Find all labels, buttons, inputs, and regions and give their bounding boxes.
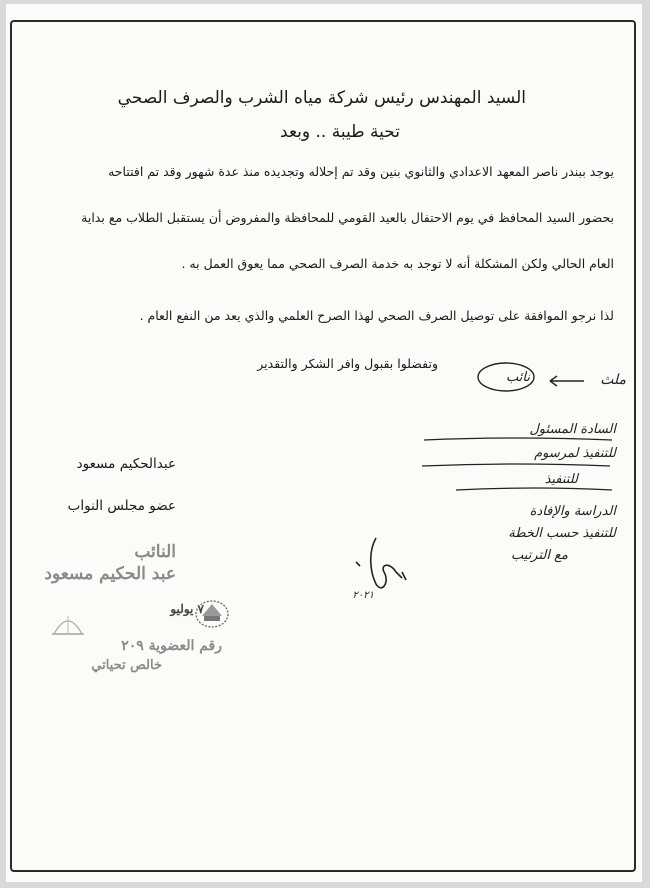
stamp-date: ٧ يوليو <box>170 602 204 616</box>
signer-name: عبدالحكيم مسعود <box>76 456 176 472</box>
stamp-regards: خالص تحياتي <box>91 658 162 673</box>
signer-title: عضو مجلس النواب <box>67 498 176 514</box>
handwritten-date: ٢٠٢١ <box>352 590 374 601</box>
paragraph-line-2: بحضور السيد المحافظ في يوم الاحتفال بالعيد القومي للمحافظة والمفروض أن يستقبل الطلاب مع بداية <box>81 210 614 225</box>
handwritten-line-6: مع الترتيب <box>511 548 568 563</box>
handwritten-underlines <box>416 436 616 494</box>
handwritten-line-1: السادة المسئول <box>529 422 616 437</box>
greeting: تحية طيبة .. وبعد <box>280 122 400 142</box>
parliament-emblem-icon <box>192 596 232 630</box>
request-line: لذا نرجو الموافقة على توصيل الصرف الصحي لهذا الصرح العلمي والذي يعد من النفع العام . <box>139 308 614 323</box>
handwritten-line-4: الدراسة والإفادة <box>529 504 616 519</box>
handwritten-circled-word: نائب <box>506 370 530 385</box>
arrow-icon <box>546 374 586 388</box>
dome-icon <box>50 608 86 638</box>
paragraph-line-1: يوجد ببندر ناصر المعهد الاعدادي والثانوي بنين وقد تم إحلاله وتجديده منذ عدة شهور وقد تم افتتاحه <box>108 164 614 179</box>
handwritten-line-2: للتنفيذ لمرسوم <box>534 446 616 461</box>
salutation: السيد المهندس رئيس شركة مياه الشرب والصرف الصحي <box>117 88 526 108</box>
stamp-title: النائب <box>134 542 176 562</box>
closing-line: وتفضلوا بقبول وافر الشكر والتقدير <box>257 356 438 371</box>
handwritten-line-5: للتنفيذ حسب الخطة <box>508 526 616 541</box>
handwritten-top-note: ملث <box>600 372 626 388</box>
stamp-name: عبد الحكيم مسعود <box>44 564 176 584</box>
letter-page <box>6 4 642 882</box>
handwritten-line-3: للتنفيذ <box>544 472 578 487</box>
stamp-membership: رقم العضوية ٢٠٩ <box>121 638 222 654</box>
paragraph-line-3: العام الحالي ولكن المشكلة أنه لا توجد به خدمة الصرف الصحي مما يعوق العمل به . <box>181 256 614 271</box>
